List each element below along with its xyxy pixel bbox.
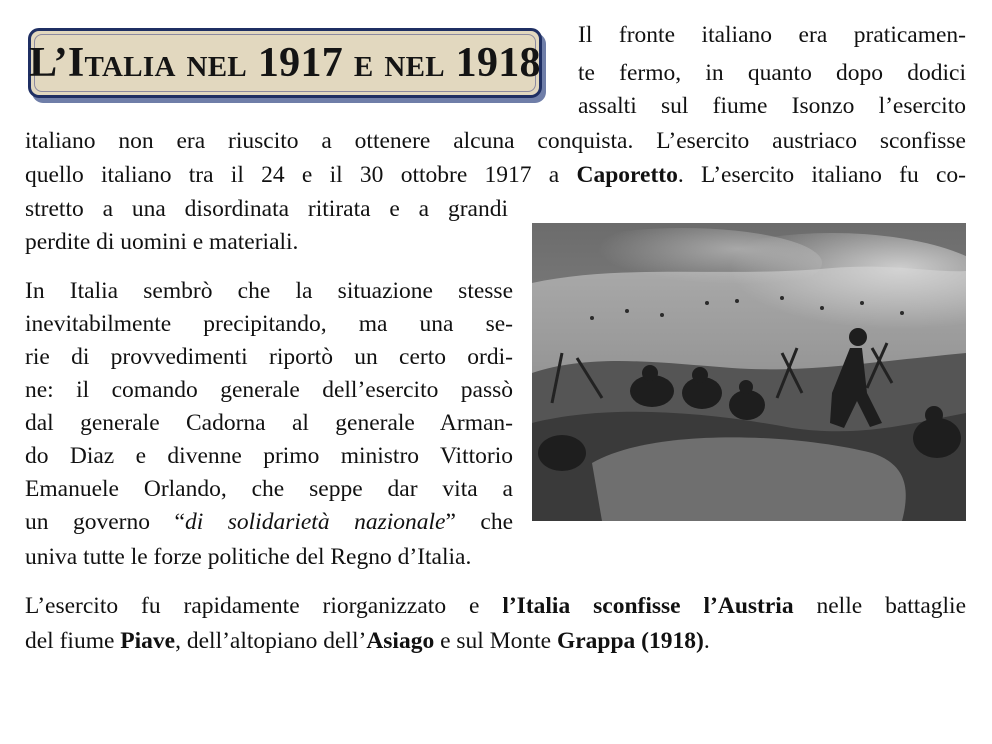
p3-line-2-a: del fiume — [25, 628, 121, 654]
p2-line-8-a: un governo “ — [25, 509, 185, 535]
p3-line-2-e: e sul Monte — [434, 628, 557, 654]
p2-line-4: ne: il comando generale dell’esercito passò — [25, 377, 513, 403]
p2-line-8 — [25, 508, 513, 538]
p2-line-6: do Diaz e divenne primo ministro Vittorio — [25, 443, 513, 469]
p3-line-1-a: L’esercito fu rapidamente riorganizzato e — [25, 593, 503, 619]
asiago-bold: Asiago — [366, 628, 435, 654]
p1-line-4: italiano non era riuscito a ottenere alcuna conquista. L’esercito austriaco sconfisse — [25, 128, 966, 154]
piave-bold: Piave — [120, 628, 176, 654]
p3-line-2 — [25, 627, 966, 657]
title-box — [28, 28, 542, 98]
p3-line-1 — [25, 592, 966, 622]
page-title: L’Italia nel 1917 e nel 1918 — [29, 40, 541, 86]
p3-line-1-c: nelle battaglie — [793, 593, 966, 619]
p2-line-8-c: ” che — [445, 509, 514, 535]
p1-line-6: stretto a una disordinata ritirata e a grandi — [25, 196, 508, 222]
p1-line-7: perdite di uomini e materiali. — [25, 229, 299, 255]
p1-line-2: te fermo, in quanto dopo dodici — [578, 60, 966, 86]
battlefield-photo — [532, 223, 966, 521]
caporetto-bold: Caporetto — [576, 162, 678, 188]
solidarieta-italic: di solidarietà nazionale — [184, 509, 446, 535]
grappa-bold: Grappa (1918) — [556, 628, 704, 654]
p1-line-5-a: quello italiano tra il 24 e il 30 ottobre 1917 a — [25, 162, 577, 188]
p2-line-1: In Italia sembrò che la situazione stesse — [25, 278, 513, 304]
p1-line-5 — [25, 161, 966, 191]
p3-line-2-c: , dell’altopiano dell’ — [175, 628, 367, 654]
p2-line-2: inevitabilmente precipitando, ma una se- — [25, 311, 513, 337]
p2-line-7: Emanuele Orlando, che seppe dar vita a — [25, 476, 513, 502]
p1-line-5-c: . L’esercito italiano fu co- — [677, 162, 966, 188]
p2-line-3: rie di provvedimenti riportò un certo ordi- — [25, 344, 513, 370]
p3-line-2-g: . — [703, 628, 710, 654]
italia-sconfisse-bold: l’Italia sconfisse l’Austria — [502, 593, 794, 619]
p1-line-3: assalti sul fiume Isonzo l’esercito — [578, 93, 966, 119]
p2-line-9: univa tutte le forze politiche del Regno d’Italia. — [25, 544, 472, 570]
p2-line-5: dal generale Cadorna al generale Arman- — [25, 410, 513, 436]
p1-line-1: Il fronte italiano era praticamen- — [578, 22, 966, 48]
